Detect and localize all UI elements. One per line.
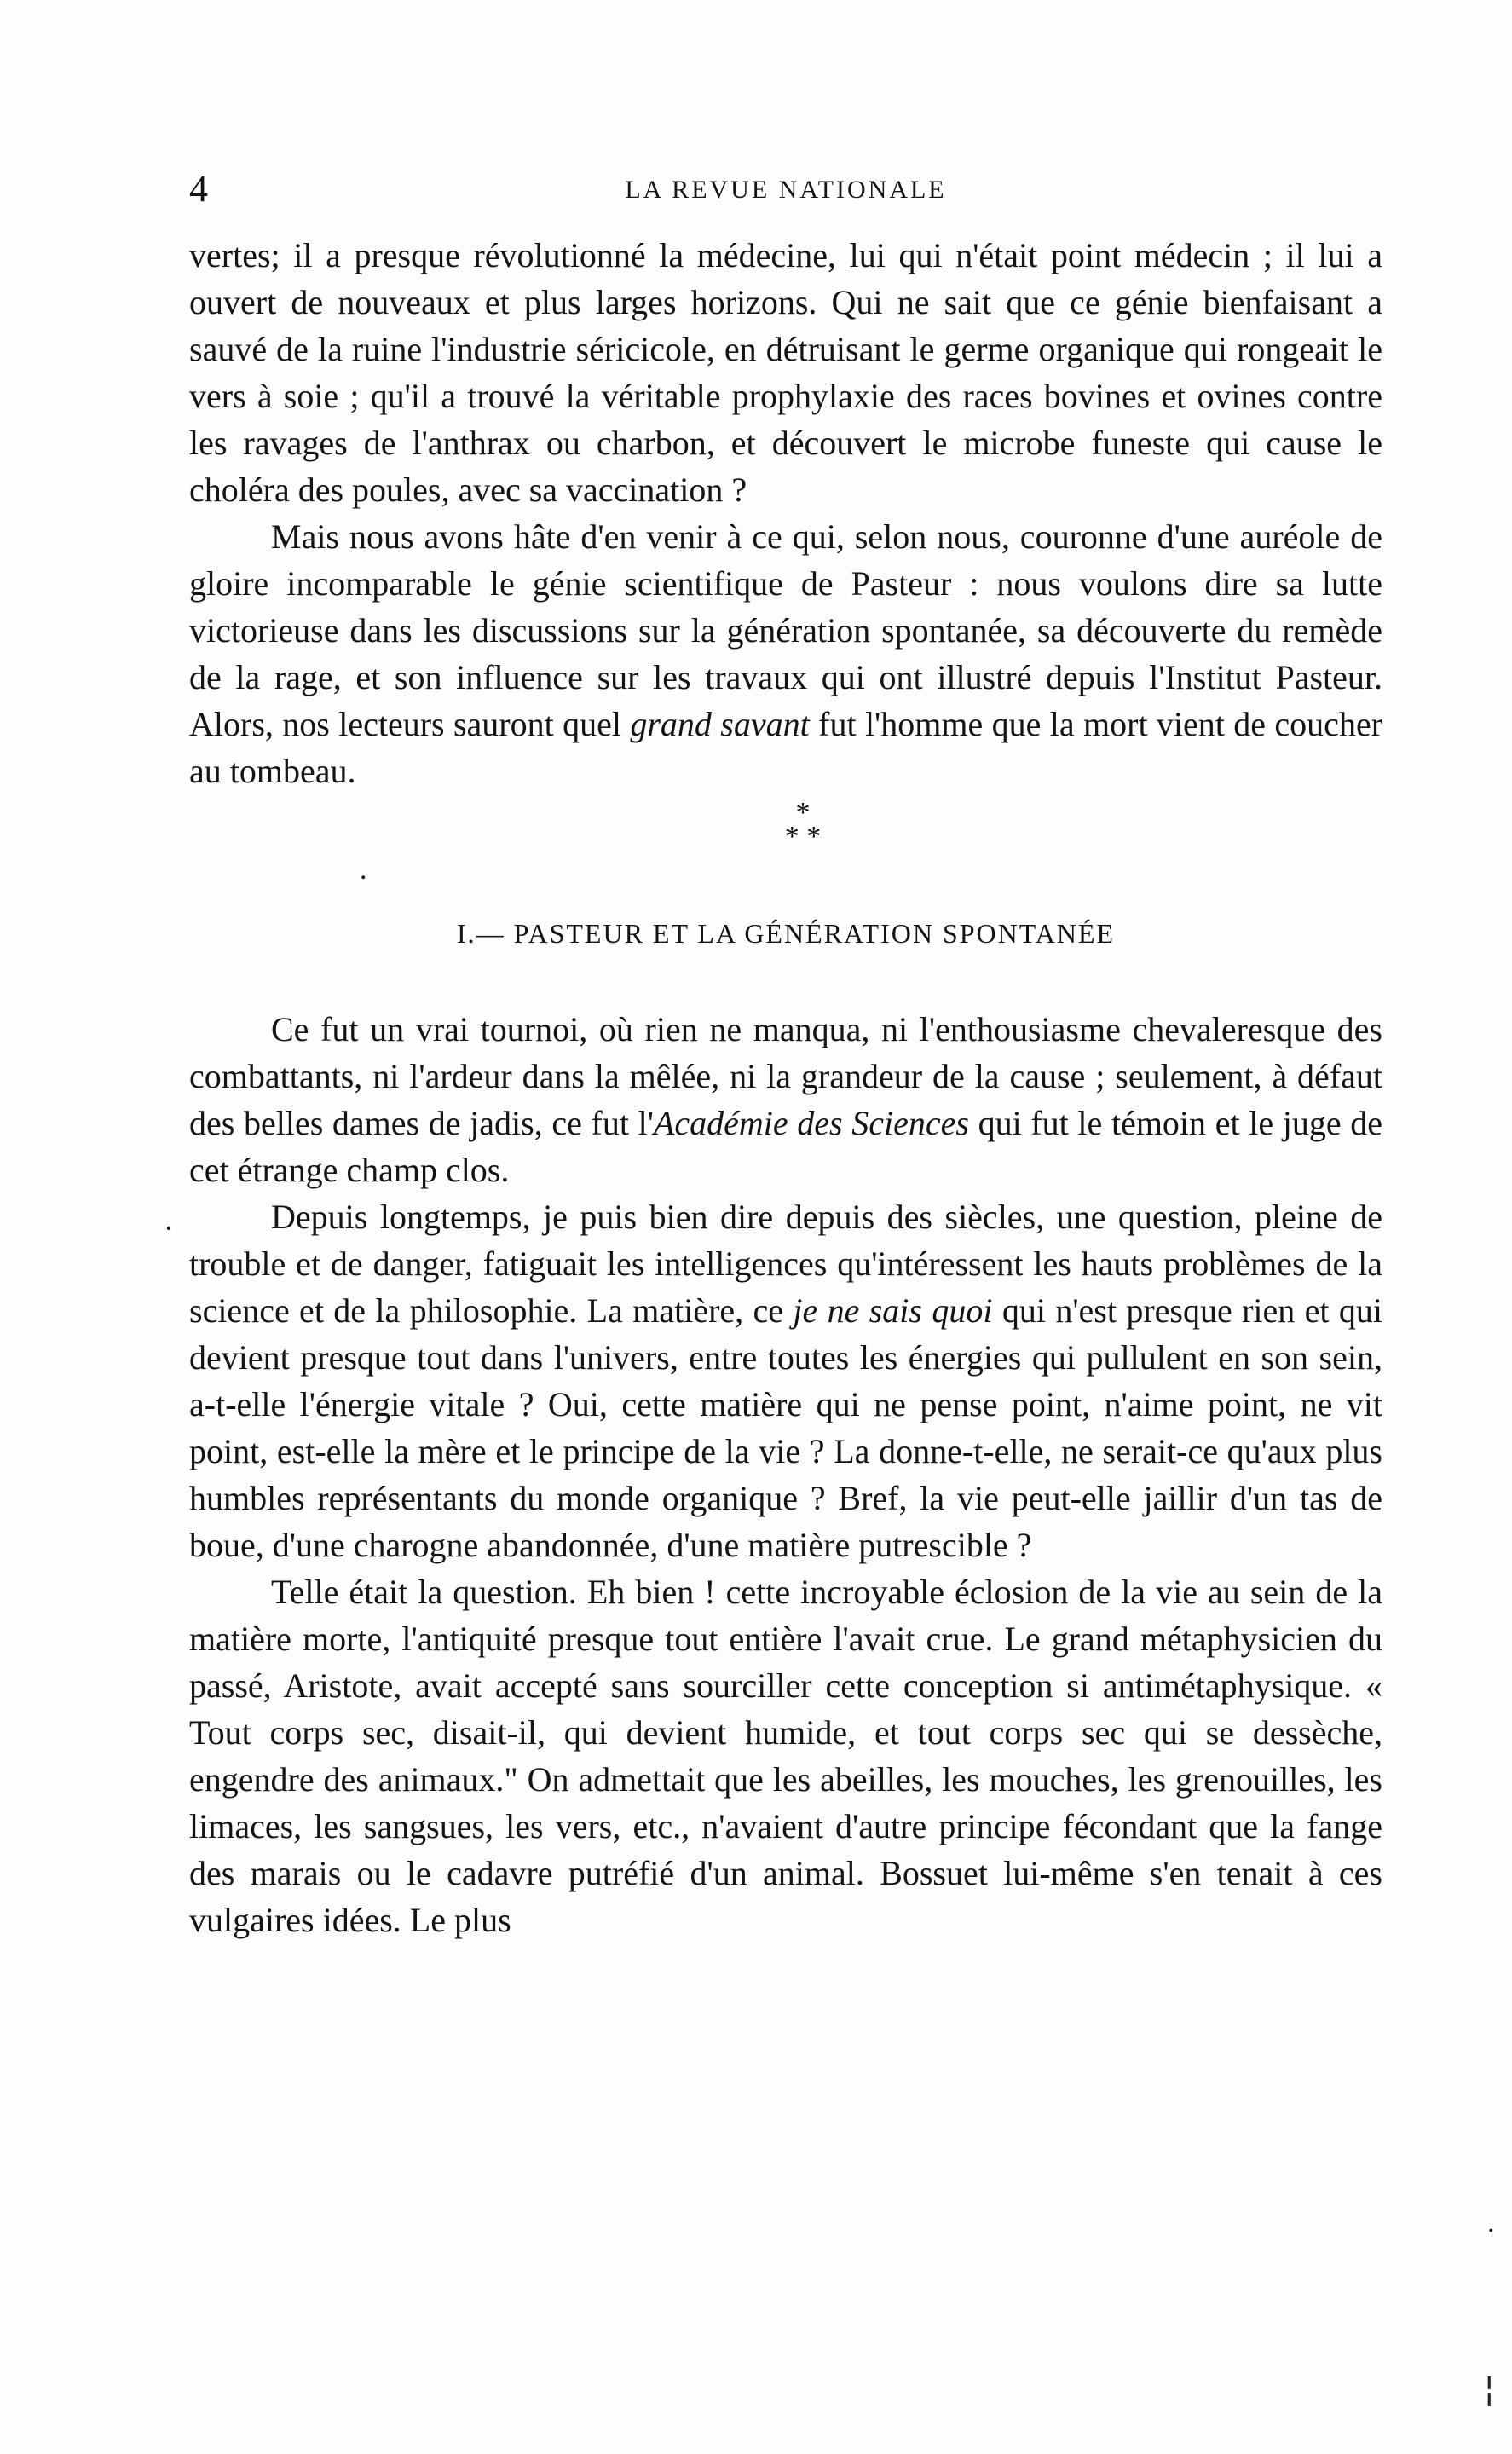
edge-mark: · — [1486, 2216, 1495, 2246]
asterism-stars: * * * — [784, 797, 822, 852]
paragraph-3-text-b: qui fut le témoin et le juge de cet étrange champ clos. — [189, 1104, 1382, 1189]
paragraph-4 — [189, 1193, 1382, 1568]
paragraph-2-text-a: Mais nous avons hâte d'en venir à ce qui, selon nous, couronne d'une auréole de gloire incomparable le génie scientifique de Pasteur : nous voulons dire sa lutte victorieuse dans les discussions sur la génération spontanée, sa découverte du remède de la rage, et son influence sur les travaux qui ont illustré depuis l'Institut Pasteur. Alors, nos lecteurs sauront quel — [189, 517, 1382, 743]
paragraph-3-text-a: Ce fut un vrai tournoi, où rien ne manqua, ni l'enthousiasme chevaleresque des combattants, ni l'ardeur dans la mêlée, ni la grandeur de la cause ; seulement, à défaut des belles dames de jadis, ce fut l' — [189, 1010, 1382, 1142]
section-2 — [164, 1006, 1382, 1943]
stray-dot: . — [360, 854, 367, 886]
margin-mark: · — [164, 1211, 174, 1245]
paragraph-4-text-a: Depuis longtemps, je puis bien dire depuis des siècles, une question, pleine de trouble et de danger, fatiguait les intelligences qu'intéressent les hauts problèmes de la science et de la philosophie. La matière, ce — [189, 1198, 1382, 1330]
section-separator — [189, 797, 1382, 912]
edge-mark: ¦ — [1483, 2370, 1495, 2409]
section-title: I.— PASTEUR ET LA GÉNÉRATION SPONTANÉE — [456, 918, 1116, 949]
running-head — [189, 164, 1382, 215]
page-number: 4 — [189, 168, 208, 210]
paragraph-2 — [189, 513, 1382, 794]
page-body — [164, 232, 1383, 1943]
paragraph-5: Telle était la question. Eh bien ! cette incroyable éclosion de la vie au sein de la matière morte, l'antiquité presque tout entière l'avait crue. Le grand métaphysicien du passé, Aristote, avait accepté sans sourciller cette conception si antimétaphysique. « Tout corps sec, disait-il, qui devient humide, et tout corps sec qui se dessèche, engendre des animaux." On admettait que les abeilles, les mouches, les grenouilles, les limaces, les sangsues, les vers, etc., n'avaient d'autre principe fécondant que la fange des marais ou le cadavre putréfié d'un animal. Bossuet lui-même s'en tenait à ces vulgaires idées. Le plus — [189, 1573, 1382, 1939]
paragraph-3 — [189, 1006, 1382, 1193]
paragraph-4-italic: je ne sais quoi — [793, 1291, 993, 1330]
paragraph-1: vertes; il a presque révolutionné la médecine, lui qui n'était point médecin ; il lui a ouvert de nouveaux et plus larges horizons. Qui ne sait que ce génie bienfaisant a sauvé de la ruine l'industrie séricicole, en détruisant le germe organique qui rongeait le vers à soie ; qu'il a trouvé la véritable prophylaxie des races bovines et ovines contre les ravages de l'anthrax ou charbon, et découvert le microbe funeste qui cause le choléra des poules, avec sa vaccination ? — [189, 236, 1382, 509]
paragraph-4-text-b: qui n'est presque rien et qui devient presque tout dans l'univers, entre toutes les énergies qui pullulent en son sein, a-t-elle l'énergie vitale ? Oui, cette matière qui ne pense point, n'aime point, ne vit point, est-elle la mère et le principe de la vie ? La donne-t-elle, ne serait-ce qu'aux plus humbles représentants du monde organique ? Bref, la vie peut-elle jaillir d'un tas de boue, d'une charogne abandonnée, d'une matière putrescible ? — [189, 1291, 1382, 1564]
paragraph-2-italic: grand savant — [630, 705, 810, 743]
paragraph-3-italic: Académie des Sciences — [653, 1104, 969, 1142]
paragraph-2-text-b: fut l'homme que la mort vient de coucher au tombeau. — [189, 705, 1383, 790]
journal-title: LA REVUE NATIONALE — [625, 176, 947, 204]
